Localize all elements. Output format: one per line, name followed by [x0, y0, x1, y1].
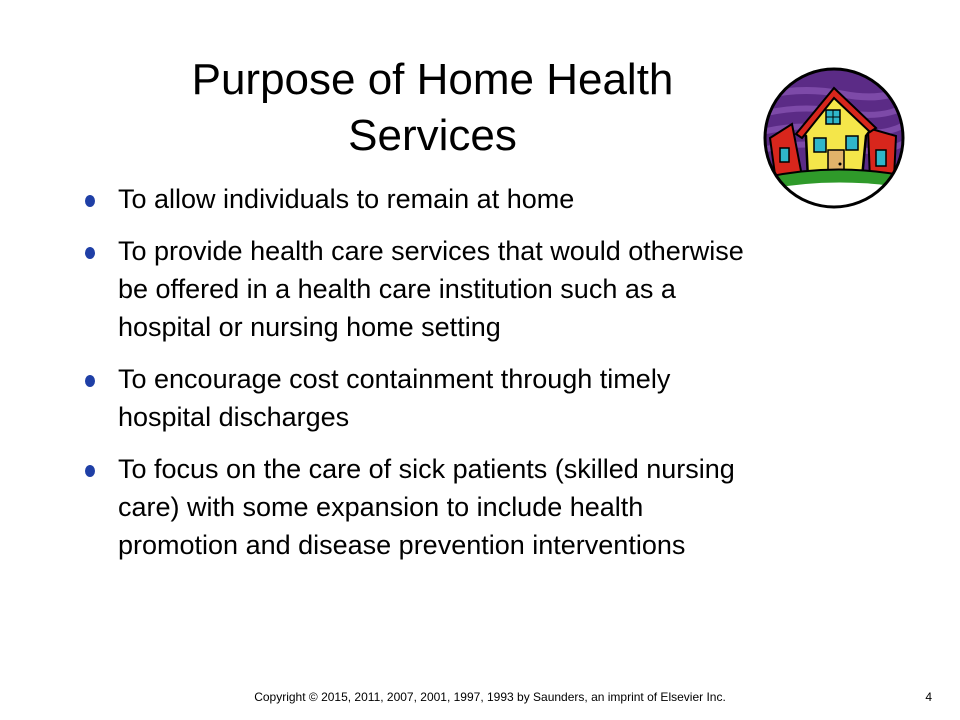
page-number: 4 [925, 690, 932, 704]
bullet-icon [85, 465, 95, 477]
bullet-icon [85, 247, 95, 259]
footer [0, 690, 960, 710]
bullet-text: To allow individuals to remain at home [118, 184, 575, 214]
list-item [80, 232, 760, 346]
list-item [80, 360, 760, 436]
bullet-text: To encourage cost containment through timely hospital discharges [118, 364, 671, 432]
bullet-icon [85, 375, 95, 387]
bullet-list [80, 180, 760, 578]
slide-title: Purpose of Home Health Services [191, 55, 674, 160]
copyright-text: Copyright © 2015, 2011, 2007, 2001, 1997, 1993 by Saunders, an imprint of Elsevier Inc. [254, 690, 726, 704]
bullet-icon [85, 195, 95, 207]
list-item [80, 180, 760, 218]
bullet-text: To focus on the care of sick patients (skilled nursing care) with some expansion to include health promotion and disease prevention interventions [118, 454, 735, 560]
bullet-text: To provide health care services that would otherwise be offered in a health care institution such as a hospital or nursing home setting [118, 236, 744, 342]
house-clipart-icon [762, 66, 906, 210]
list-item [80, 450, 760, 564]
